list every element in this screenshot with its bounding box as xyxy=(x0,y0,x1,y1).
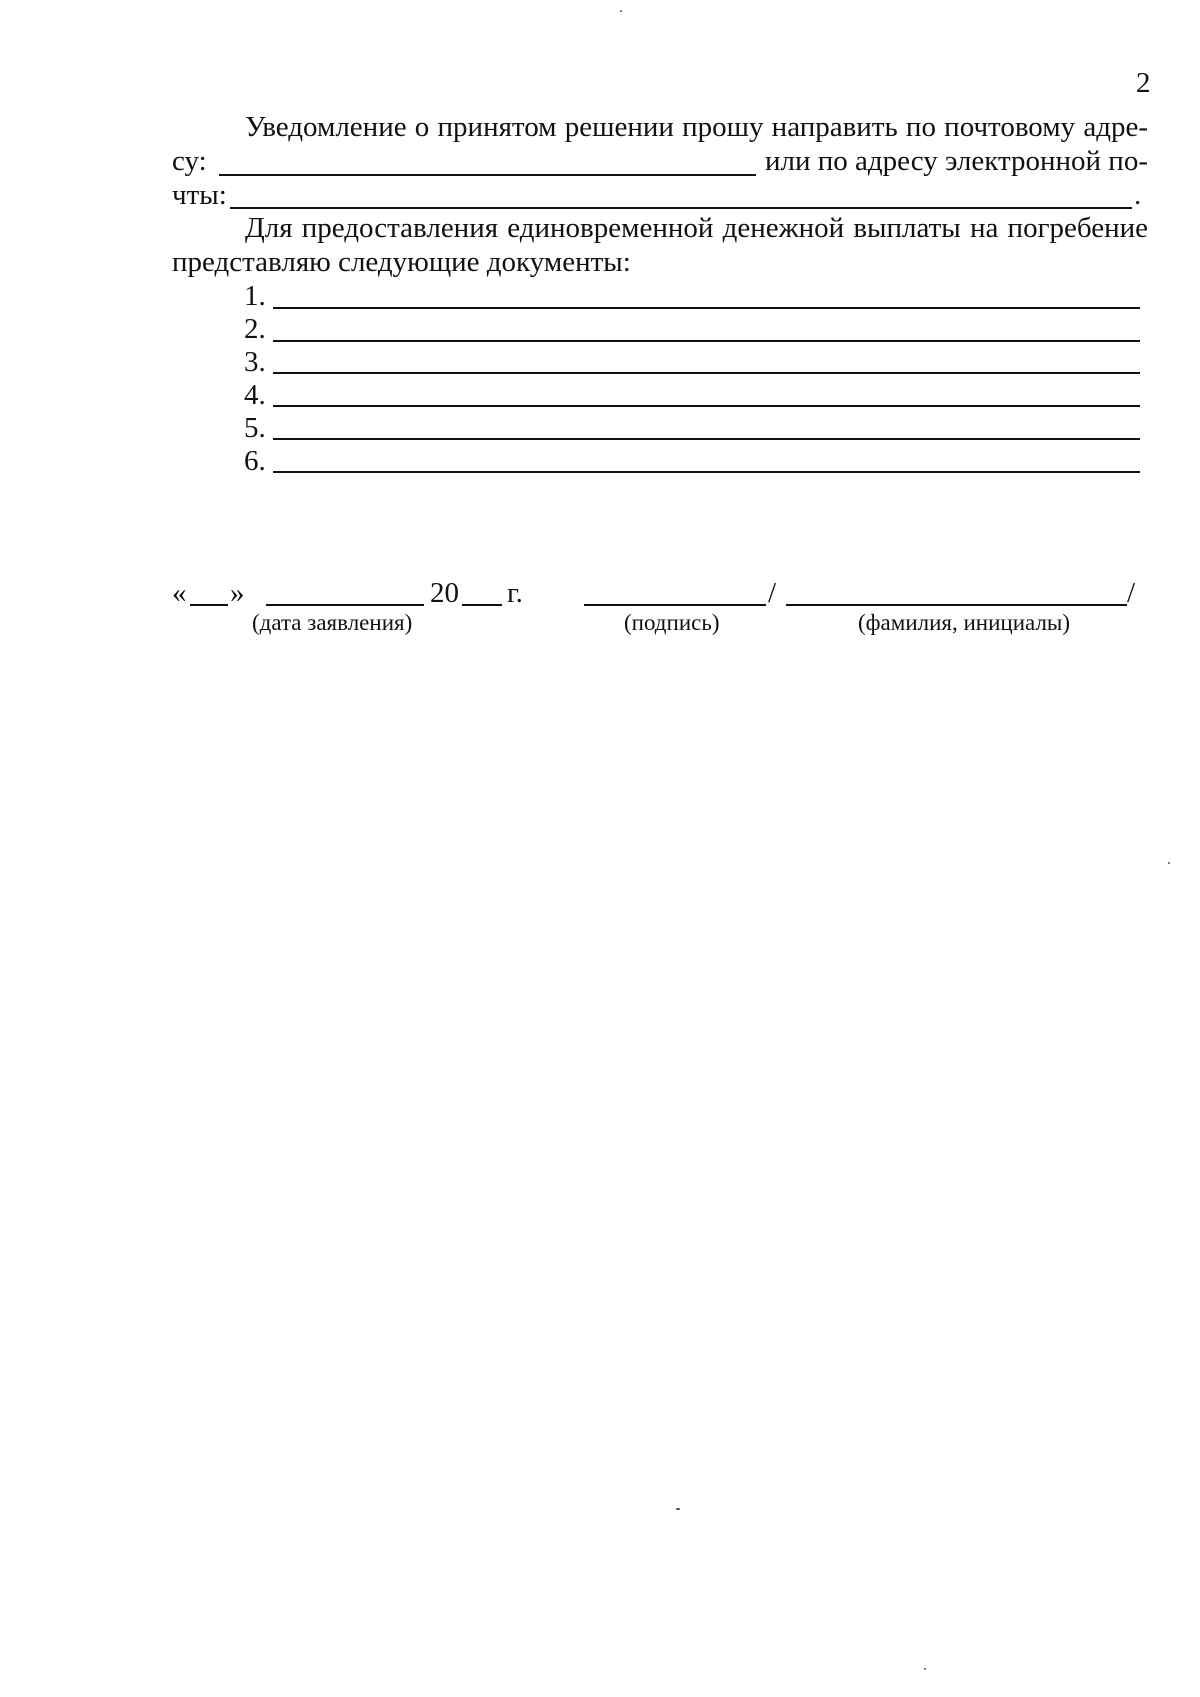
scan-speck xyxy=(1168,862,1170,864)
name-separator-end: / xyxy=(1127,577,1136,609)
year-prefix: 20 xyxy=(430,577,459,609)
list-item-number: 2. xyxy=(244,313,266,345)
year-suffix: г. xyxy=(507,577,523,609)
email-address-field[interactable] xyxy=(230,207,1132,209)
documents-intro-line-2: представляю следующие документы: xyxy=(172,246,631,278)
list-item-number: 5. xyxy=(244,412,266,444)
notice-email-text: или по адресу электронной по- xyxy=(765,145,1148,177)
document-field-2[interactable] xyxy=(273,340,1140,342)
document-field-5[interactable] xyxy=(273,438,1140,440)
document-field-6[interactable] xyxy=(273,471,1140,473)
date-quote-close: » xyxy=(230,577,245,609)
date-quote-open: « xyxy=(172,577,187,609)
notice-email-label: чты: xyxy=(172,179,227,211)
scan-speck xyxy=(676,1508,680,1510)
page-number: 2 xyxy=(1136,67,1151,99)
postal-address-field[interactable] xyxy=(219,174,756,176)
scan-speck xyxy=(924,1668,926,1670)
day-field[interactable] xyxy=(190,604,228,606)
year-field[interactable] xyxy=(462,604,502,606)
scan-speck xyxy=(620,10,622,12)
document-field-3[interactable] xyxy=(273,372,1140,374)
signature-separator: / xyxy=(768,577,777,609)
notice-line-1: Уведомление о принятом решении прошу направить по почтовому адре- xyxy=(245,111,1148,143)
document-field-4[interactable] xyxy=(273,405,1140,407)
list-item-number: 3. xyxy=(244,346,266,378)
list-item-number: 1. xyxy=(244,280,266,312)
name-field[interactable] xyxy=(786,604,1127,606)
documents-intro-line-1: Для предоставления единовременной денежной выплаты на погребение xyxy=(245,212,1148,244)
caption-signature: (подпись) xyxy=(624,610,720,635)
list-item-number: 6. xyxy=(244,445,266,477)
signature-field[interactable] xyxy=(584,604,766,606)
notice-address-label: су: xyxy=(172,145,207,177)
caption-name: (фамилия, инициалы) xyxy=(858,610,1071,635)
month-field[interactable] xyxy=(266,604,424,606)
notice-line-end: . xyxy=(1134,179,1142,211)
document-field-1[interactable] xyxy=(273,307,1140,309)
caption-date: (дата заявления) xyxy=(252,610,413,635)
list-item-number: 4. xyxy=(244,379,266,411)
